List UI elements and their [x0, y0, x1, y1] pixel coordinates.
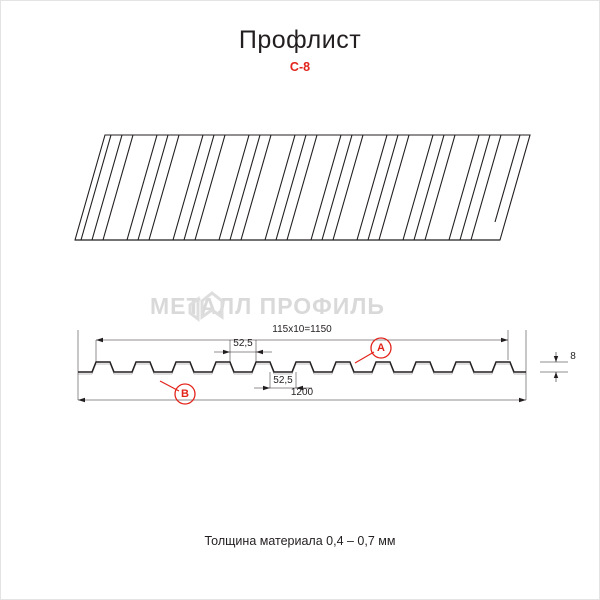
profile-polyline	[78, 362, 526, 372]
callout-label-b: B	[181, 388, 189, 400]
cross-section	[78, 330, 568, 402]
dim-line-rib-top	[214, 350, 272, 354]
dim-label-pitch-total: 115х10=1150	[272, 324, 332, 335]
watermark-text-bottom: МЕТАЛЛ ПРОФИЛЬ	[150, 293, 385, 319]
dim-label-height: 8	[570, 351, 576, 362]
profile-thickness-line	[78, 364, 526, 374]
page-title: Профлист	[238, 26, 362, 54]
watermark-logo-bottom	[190, 293, 222, 319]
dim-label-overall-width: 1200	[290, 387, 314, 398]
material-thickness-note: Толщина материала 0,4 – 0,7 мм	[204, 534, 396, 548]
dim-line-height	[554, 352, 558, 382]
dim-label-rib-bottom: 52,5	[273, 375, 293, 386]
product-code: С-8	[289, 60, 311, 74]
dim-line-overall-width	[78, 398, 526, 402]
perspective-sheet	[75, 135, 530, 240]
dim-label-rib-top: 52,5	[233, 338, 253, 349]
dim-line-pitch-total	[96, 338, 508, 342]
callout-label-a: A	[377, 342, 385, 354]
